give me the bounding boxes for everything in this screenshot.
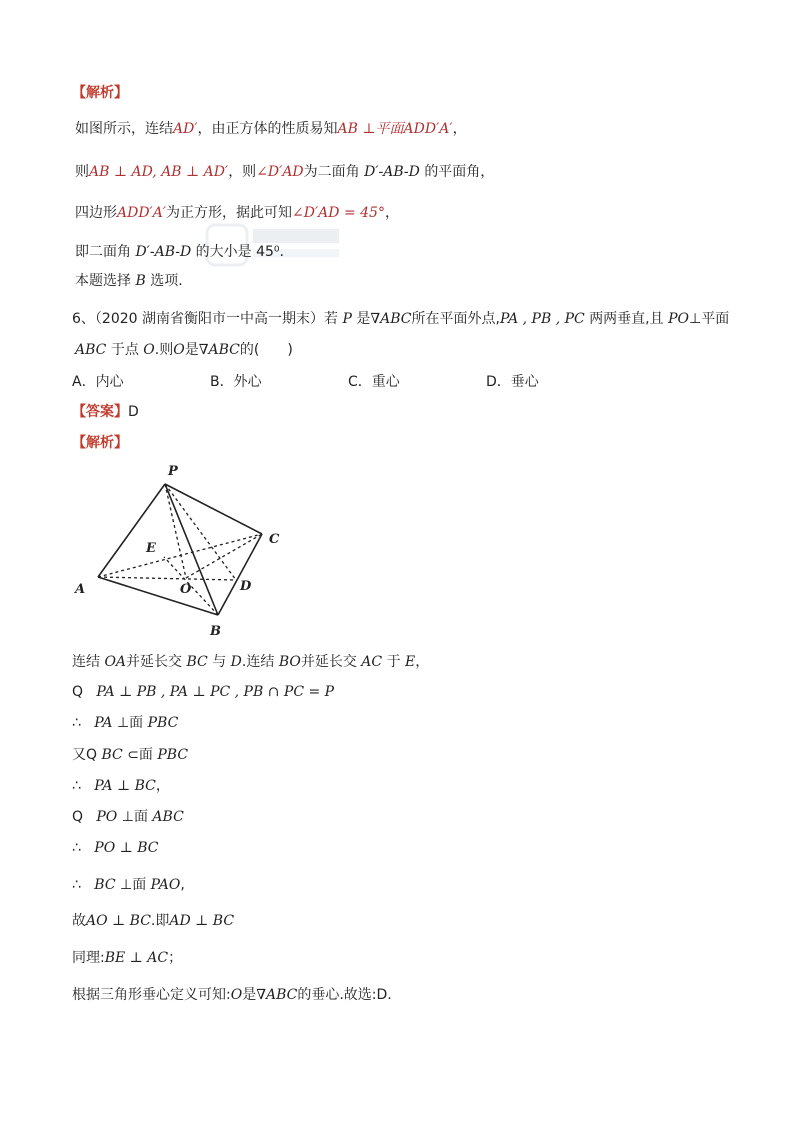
math: PAO (150, 877, 181, 893)
text: 则 (75, 164, 89, 180)
math: ADD′A′ (117, 205, 167, 221)
label-B: B (210, 624, 221, 639)
text: 是 (242, 987, 257, 1003)
text: 的平面角， (424, 164, 495, 180)
math: BC (186, 654, 208, 670)
math: AB ⊥ AD, AB ⊥ AD′ (89, 164, 229, 180)
math: PBC (157, 747, 189, 763)
proof-line-4 (72, 746, 188, 764)
edge-PC (165, 484, 262, 534)
label-E: E (146, 541, 156, 556)
text: ，则 (228, 164, 257, 180)
proof-line-7 (72, 839, 159, 857)
text: 为二面角 (303, 164, 360, 180)
edge-AC (98, 534, 262, 577)
text: 故 (72, 913, 86, 929)
proof-line-10 (72, 949, 182, 967)
analysis-line-5 (75, 272, 183, 290)
text: 四边形 (75, 205, 117, 221)
math: ABC (75, 342, 107, 358)
math: ∇ABC (370, 311, 412, 327)
text: 所在平面外点, (411, 311, 500, 327)
answer-label: 【答案】 (72, 404, 128, 420)
math: BC (94, 877, 116, 893)
math: PA , PB , PC (499, 311, 585, 327)
analysis-line-2 (75, 163, 494, 181)
math: PO ⊥ BC (94, 840, 159, 856)
edge-PA (98, 484, 165, 577)
proof-line-11 (72, 986, 392, 1004)
math: OA (104, 654, 127, 670)
text: .即 (150, 913, 170, 929)
text: 如图所示，连结 (75, 121, 173, 137)
math: ABC (152, 809, 184, 825)
text: 为正方形，据此可知 (166, 205, 293, 221)
text: 根据三角形垂心定义可知: (72, 987, 231, 1003)
text: ， (155, 778, 170, 794)
math: PA (94, 715, 113, 731)
math: AO ⊥ BC (86, 913, 151, 929)
proof-line-2 (72, 683, 334, 701)
math: PO (668, 311, 689, 327)
math: B (135, 273, 146, 289)
math: BC (101, 747, 123, 763)
because-symbol: Q (72, 684, 84, 700)
text: 并延长交 (126, 654, 183, 670)
math: BE ⊥ AC (104, 950, 169, 966)
text: 与 (212, 654, 227, 670)
label-A: A (75, 582, 86, 597)
text: .则 (154, 342, 174, 358)
math: PA ⊥ PB , PA ⊥ PC , PB ∩ PC = P (96, 684, 335, 700)
math: PBC (147, 715, 179, 731)
math: ∠D′AD = 45° (292, 205, 385, 221)
math: D′-AB-D (364, 164, 420, 180)
text: ， (415, 654, 430, 670)
math: ∠D′AD (256, 164, 304, 180)
text: 即二面角 (75, 244, 131, 260)
label-P: P (168, 464, 178, 479)
proof-line-6 (72, 808, 184, 826)
text: 本题选择 (75, 273, 131, 289)
math: BO (278, 654, 301, 670)
text: , (180, 877, 185, 893)
text: 的( ) (239, 342, 293, 358)
analysis-label: 【解析】 (72, 435, 128, 451)
option-d: D．垂心 (486, 374, 539, 390)
math: AD ⊥ BC (169, 913, 235, 929)
text: 两两垂直,且 (589, 311, 664, 327)
text: ，由正方体的性质易知 (197, 121, 338, 137)
analysis-line-4 (75, 243, 284, 261)
text: 连结 (72, 654, 100, 670)
math: AC (361, 654, 383, 670)
math: O (143, 342, 155, 358)
text: 并延长交 (300, 654, 357, 670)
proof-line-9 (72, 912, 234, 930)
text: 同理: (72, 950, 105, 966)
text: 是 (184, 342, 199, 358)
text: 又Q (72, 747, 98, 763)
analysis-line-1 (75, 120, 467, 138)
math: ∇ABC (256, 987, 298, 1003)
therefore-symbol: ∴ (72, 715, 81, 731)
text: 的大小是 45⁰. (195, 244, 284, 260)
line-AD (98, 577, 236, 580)
math: AD′ (173, 121, 198, 137)
math: ADD′A′ (403, 121, 453, 137)
text: ⊥面 (121, 809, 148, 825)
analysis-label: 【解析】 (72, 85, 128, 101)
text: ， (452, 121, 467, 137)
line-PO (165, 484, 186, 578)
therefore-symbol: ∴ (72, 877, 81, 893)
question-6-line-1 (72, 310, 729, 328)
option-c: C．重心 (348, 374, 400, 390)
option-a: A．内心 (72, 374, 124, 390)
math: ∇ABC (198, 342, 240, 358)
math: AB ⊥平面 (337, 121, 404, 137)
math: PO (96, 809, 118, 825)
text: ⊥面 (116, 715, 144, 731)
math: PA ⊥ BC (94, 778, 156, 794)
math: O (173, 342, 185, 358)
edge-PB (165, 484, 218, 615)
math: D (230, 654, 242, 670)
math: P (342, 311, 352, 327)
label-O: O (180, 582, 192, 597)
answer-line (72, 403, 139, 421)
tetrahedron-figure (70, 460, 290, 645)
text: ⊥平面 (689, 311, 730, 327)
math: E (405, 654, 416, 670)
text: 于点 (110, 342, 139, 358)
text: .连结 (241, 654, 275, 670)
proof-line-3 (72, 714, 178, 732)
text: 是 (356, 311, 371, 327)
text: ⊥面 (120, 877, 147, 893)
therefore-symbol: ∴ (72, 840, 81, 856)
because-symbol: Q (72, 809, 84, 825)
proof-line-8 (72, 876, 185, 894)
answer-value: D (128, 404, 139, 420)
math: O (230, 987, 243, 1003)
text: ⊂面 (127, 747, 153, 763)
text: 的垂心.故选:D. (297, 987, 392, 1003)
math: D′-AB-D (135, 244, 192, 260)
therefore-symbol: ∴ (72, 778, 81, 794)
text: ； (168, 950, 183, 966)
text: 选项. (150, 273, 183, 289)
label-C: C (269, 532, 280, 547)
text: 6、（2020 湖南省衡阳市一中高一期末）若 (72, 311, 338, 327)
option-b: B．外心 (210, 374, 262, 390)
analysis-line-3 (75, 204, 399, 222)
proof-line-1 (72, 653, 429, 671)
label-D: D (240, 579, 252, 594)
proof-line-5 (72, 777, 170, 795)
question-6-line-2 (75, 341, 293, 359)
text: 于 (386, 654, 401, 670)
text: ， (384, 205, 399, 221)
